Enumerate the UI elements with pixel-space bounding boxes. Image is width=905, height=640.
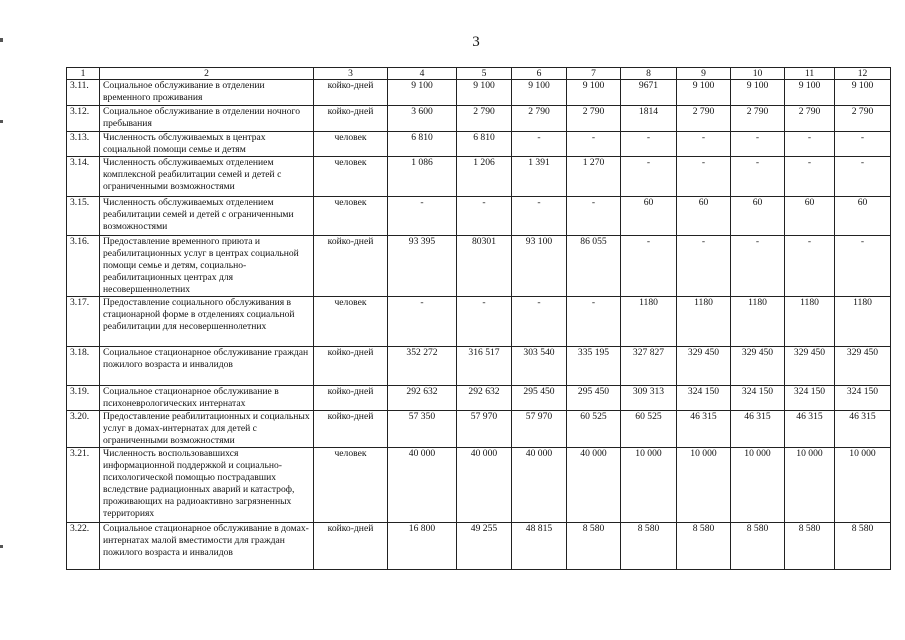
value-cell: 1814 <box>621 106 677 132</box>
value-cell: - <box>567 297 621 347</box>
value-cell: 9671 <box>621 80 677 106</box>
indicator-name: Социальное обслуживание в отделении ночного пребывания <box>100 106 314 132</box>
value-cell: 9 100 <box>388 80 457 106</box>
row-number: 3.15. <box>67 197 100 236</box>
unit-cell: койко-дней <box>314 386 388 411</box>
unit-cell: койко-дней <box>314 347 388 386</box>
value-cell: 46 315 <box>785 411 835 448</box>
value-cell: 324 150 <box>677 386 731 411</box>
value-cell: - <box>677 132 731 157</box>
value-cell: - <box>621 157 677 197</box>
value-cell: - <box>388 297 457 347</box>
value-cell: 10 000 <box>677 448 731 523</box>
value-cell: 324 150 <box>731 386 785 411</box>
unit-cell: койко-дней <box>314 106 388 132</box>
unit-cell: человек <box>314 297 388 347</box>
value-cell: 292 632 <box>388 386 457 411</box>
value-cell: 2 790 <box>785 106 835 132</box>
row-number: 3.11. <box>67 80 100 106</box>
value-cell: - <box>785 236 835 297</box>
unit-cell: человек <box>314 157 388 197</box>
table-row <box>67 132 891 157</box>
indicator-name: Численность обслуживаемых отделением комплексной реабилитации семей и детей с ограниченными возможностями <box>100 157 314 197</box>
value-cell: 60 <box>835 197 891 236</box>
value-cell: 3 600 <box>388 106 457 132</box>
row-number: 3.18. <box>67 347 100 386</box>
value-cell: 8 580 <box>677 523 731 570</box>
value-cell: - <box>785 157 835 197</box>
value-cell: 292 632 <box>457 386 512 411</box>
value-cell: 16 800 <box>388 523 457 570</box>
column-number: 6 <box>512 68 567 80</box>
value-cell: 6 810 <box>457 132 512 157</box>
column-number: 10 <box>731 68 785 80</box>
table-row <box>67 448 891 523</box>
value-cell: - <box>567 132 621 157</box>
value-cell: 1180 <box>621 297 677 347</box>
value-cell: 1 086 <box>388 157 457 197</box>
row-number: 3.14. <box>67 157 100 197</box>
value-cell: 40 000 <box>457 448 512 523</box>
table-row <box>67 386 891 411</box>
value-cell: 1180 <box>785 297 835 347</box>
value-cell: 46 315 <box>835 411 891 448</box>
value-cell: 9 100 <box>835 80 891 106</box>
value-cell: 1 270 <box>567 157 621 197</box>
value-cell: 60 <box>677 197 731 236</box>
value-cell: 6 810 <box>388 132 457 157</box>
value-cell: 9 100 <box>785 80 835 106</box>
value-cell: 8 580 <box>835 523 891 570</box>
unit-cell: койко-дней <box>314 523 388 570</box>
table-row <box>67 523 891 570</box>
value-cell: 329 450 <box>835 347 891 386</box>
value-cell: - <box>512 297 567 347</box>
column-number: 3 <box>314 68 388 80</box>
value-cell: 8 580 <box>785 523 835 570</box>
value-cell: - <box>731 132 785 157</box>
value-cell: 352 272 <box>388 347 457 386</box>
scan-edge-mark <box>0 38 3 42</box>
value-cell: - <box>835 236 891 297</box>
row-number: 3.20. <box>67 411 100 448</box>
unit-cell: койко-дней <box>314 236 388 297</box>
value-cell: 9 100 <box>512 80 567 106</box>
column-number: 2 <box>100 68 314 80</box>
indicator-name: Численность обслуживаемых отделением реабилитации семей и детей с ограниченными возможностями <box>100 197 314 236</box>
data-table <box>66 67 891 570</box>
table-row <box>67 106 891 132</box>
value-cell: 10 000 <box>731 448 785 523</box>
value-cell: 2 790 <box>512 106 567 132</box>
table-row <box>67 80 891 106</box>
value-cell: 57 970 <box>457 411 512 448</box>
row-number: 3.19. <box>67 386 100 411</box>
column-number: 11 <box>785 68 835 80</box>
page-number: 3 <box>472 34 480 50</box>
value-cell: 335 195 <box>567 347 621 386</box>
value-cell: - <box>731 236 785 297</box>
value-cell: 57 350 <box>388 411 457 448</box>
value-cell: - <box>731 157 785 197</box>
indicator-name: Предоставление реабилитационных и социальных услуг в домах-интернатах для детей с ограниченными возможностями <box>100 411 314 448</box>
value-cell: 329 450 <box>677 347 731 386</box>
column-number: 1 <box>67 68 100 80</box>
row-number: 3.16. <box>67 236 100 297</box>
value-cell: 57 970 <box>512 411 567 448</box>
unit-cell: койко-дней <box>314 80 388 106</box>
value-cell: - <box>512 132 567 157</box>
value-cell: 309 313 <box>621 386 677 411</box>
value-cell: 329 450 <box>731 347 785 386</box>
value-cell: 40 000 <box>512 448 567 523</box>
value-cell: 10 000 <box>835 448 891 523</box>
value-cell: 48 815 <box>512 523 567 570</box>
row-number: 3.17. <box>67 297 100 347</box>
value-cell: 295 450 <box>567 386 621 411</box>
table-row <box>67 197 891 236</box>
scan-edge-mark <box>0 120 3 123</box>
value-cell: 1180 <box>677 297 731 347</box>
value-cell: 303 540 <box>512 347 567 386</box>
column-number: 12 <box>835 68 891 80</box>
table-row <box>67 297 891 347</box>
value-cell: 40 000 <box>388 448 457 523</box>
column-number-row <box>67 68 891 80</box>
unit-cell: человек <box>314 448 388 523</box>
value-cell: 49 255 <box>457 523 512 570</box>
value-cell: 2 790 <box>677 106 731 132</box>
value-cell: - <box>835 157 891 197</box>
value-cell: 10 000 <box>621 448 677 523</box>
table-row <box>67 411 891 448</box>
unit-cell: человек <box>314 132 388 157</box>
value-cell: 1 391 <box>512 157 567 197</box>
value-cell: 46 315 <box>731 411 785 448</box>
table-row <box>67 347 891 386</box>
column-number: 7 <box>567 68 621 80</box>
indicator-name: Социальное стационарное обслуживание граждан пожилого возраста и инвалидов <box>100 347 314 386</box>
row-number: 3.13. <box>67 132 100 157</box>
value-cell: - <box>512 197 567 236</box>
value-cell: 60 <box>785 197 835 236</box>
value-cell: 93 100 <box>512 236 567 297</box>
value-cell: 60 <box>731 197 785 236</box>
value-cell: 9 100 <box>731 80 785 106</box>
value-cell: 8 580 <box>567 523 621 570</box>
value-cell: 9 100 <box>567 80 621 106</box>
table-row <box>67 236 891 297</box>
value-cell: 1 206 <box>457 157 512 197</box>
value-cell: 10 000 <box>785 448 835 523</box>
value-cell: 86 055 <box>567 236 621 297</box>
value-cell: 9 100 <box>457 80 512 106</box>
value-cell: - <box>621 236 677 297</box>
value-cell: - <box>835 132 891 157</box>
indicator-name: Численность обслуживаемых в центрах социальной помощи семье и детям <box>100 132 314 157</box>
indicator-name: Социальное обслуживание в отделении временного проживания <box>100 80 314 106</box>
value-cell: - <box>785 132 835 157</box>
value-cell: 324 150 <box>835 386 891 411</box>
value-cell: 327 827 <box>621 347 677 386</box>
value-cell: 40 000 <box>567 448 621 523</box>
value-cell: 93 395 <box>388 236 457 297</box>
column-number: 8 <box>621 68 677 80</box>
value-cell: - <box>567 197 621 236</box>
unit-cell: человек <box>314 197 388 236</box>
value-cell: 2 790 <box>457 106 512 132</box>
value-cell: - <box>457 297 512 347</box>
column-number: 4 <box>388 68 457 80</box>
value-cell: 324 150 <box>785 386 835 411</box>
value-cell: 9 100 <box>677 80 731 106</box>
scan-edge-mark <box>0 545 3 548</box>
unit-cell: койко-дней <box>314 411 388 448</box>
value-cell: 80301 <box>457 236 512 297</box>
value-cell: - <box>677 157 731 197</box>
value-cell: 46 315 <box>677 411 731 448</box>
value-cell: 8 580 <box>621 523 677 570</box>
value-cell: 60 525 <box>621 411 677 448</box>
column-number: 9 <box>677 68 731 80</box>
indicator-name: Предоставление временного приюта и реабилитационных услуг в центрах социальной помощи семье и детям, социально-реабилитационных центрах для несовершеннолетних <box>100 236 314 297</box>
value-cell: 1180 <box>835 297 891 347</box>
value-cell: 316 517 <box>457 347 512 386</box>
indicator-name: Социальное стационарное обслуживание в психоневрологических интернатах <box>100 386 314 411</box>
value-cell: - <box>677 236 731 297</box>
table-row <box>67 157 891 197</box>
value-cell: - <box>388 197 457 236</box>
value-cell: 295 450 <box>512 386 567 411</box>
column-number: 5 <box>457 68 512 80</box>
indicator-name: Предоставление социального обслуживания в стационарной форме в отделениях социальной реабилитации для несовершеннолетних <box>100 297 314 347</box>
value-cell: 2 790 <box>567 106 621 132</box>
value-cell: 8 580 <box>731 523 785 570</box>
value-cell: - <box>457 197 512 236</box>
row-number: 3.12. <box>67 106 100 132</box>
value-cell: 1180 <box>731 297 785 347</box>
row-number: 3.21. <box>67 448 100 523</box>
value-cell: 2 790 <box>835 106 891 132</box>
value-cell: 2 790 <box>731 106 785 132</box>
indicator-name: Численность воспользовавшихся информационной поддержкой и социально-психологической помощью пострадавших вследствие радиационных аварий и катастроф, проживающих на радиоактивно загрязненных территориях <box>100 448 314 523</box>
value-cell: 60 <box>621 197 677 236</box>
value-cell: 329 450 <box>785 347 835 386</box>
row-number: 3.22. <box>67 523 100 570</box>
value-cell: 60 525 <box>567 411 621 448</box>
indicator-name: Социальное стационарное обслуживание в домах-интернатах малой вместимости для граждан пожилого возраста и инвалидов <box>100 523 314 570</box>
value-cell: - <box>621 132 677 157</box>
